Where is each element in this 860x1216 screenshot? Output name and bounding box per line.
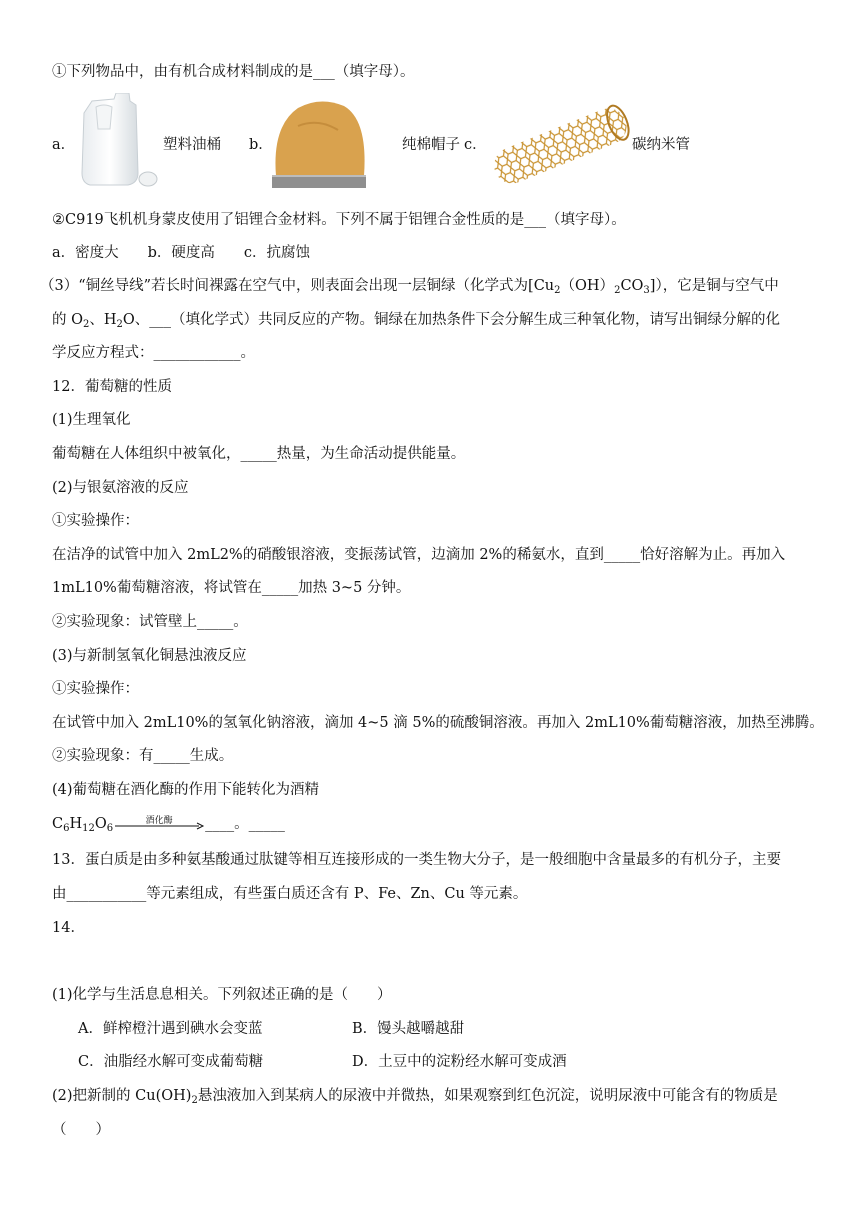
q12-part1-heading: (1)生理氧化 [52, 412, 131, 428]
reaction-arrow [113, 814, 205, 834]
item-a-label: 塑料油桶 [163, 137, 221, 153]
option-d: D．土豆中的淀粉经水解可变成酒 [352, 1054, 567, 1070]
q12-part2-phenomenon: ②实验现象：试管壁上_____。 [52, 614, 248, 630]
q-copper-green-line1: （3）“铜丝导线”若长时间裸露在空气中，则表面会出现一层铜绿（化学式为$[Cu_2(OH)_2CO_3]$），它是铜与空气中 [40, 278, 779, 296]
alloy-options: a．密度大 b．硬度高 c．抗腐蚀 [52, 245, 311, 261]
q12-part3-phenomenon: ②实验现象：有_____生成。 [52, 748, 234, 764]
fermentation-equation: $C_6H_{12}O_6$ 酒化酶 ____。_____ [52, 814, 285, 839]
q12-part3-operation: ①实验操作： [52, 681, 139, 697]
q12-part4-heading: (4)葡萄糖在酒化酶的作用下能转化为酒精 [52, 782, 320, 798]
q12-part3-text: 在试管中加入 2mL10%的氢氧化钠溶液，滴加 4~5 滴 5%的硫酸铜溶液。再加入 2mL10%葡萄糖溶液，加热至沸腾。 [52, 715, 824, 731]
q-copper-green-line2: 的 $O_2$、$H_2O$、___（填化学式）共同反应的产物。铜绿在加热条件下会分解生成三种氧化物，请写出铜绿分解的化 [52, 312, 781, 330]
arrow-label: 酒化酶 [145, 816, 173, 826]
option-b: B．馒头越嚼越甜 [352, 1021, 465, 1037]
q12-part2-text2: 1mL10%葡萄糖溶液，将试管在_____加热 3~5 分钟。 [52, 580, 411, 596]
q14-heading: 14． [52, 920, 85, 936]
item-c-letter: c． [464, 137, 487, 153]
q12-part3-heading: (3)与新制氢氧化铜悬浊液反应 [52, 648, 247, 664]
q12-part1-text: 葡萄糖在人体组织中被氧化，_____热量，为生命活动提供能量。 [52, 446, 466, 462]
q12-part2-heading: (2)与银氨溶液的反应 [52, 480, 189, 496]
q-alloy-property: ②C919飞机机身蒙皮使用了铝锂合金材料。下列不属于铝锂合金性质的是___（填字母）。 [52, 212, 626, 228]
q-copper-green-line3: 学反应方程式：____________。 [52, 345, 255, 361]
q-organic-material: ①下列物品中，由有机合成材料制成的是___（填字母）。 [52, 64, 415, 80]
item-b-letter: b． [249, 137, 273, 153]
option-a: A．鲜榨橙汁遇到碘水会变蓝 [78, 1021, 263, 1037]
item-a-letter: a． [52, 137, 76, 153]
plastic-jug-image [74, 93, 164, 191]
item-b-label: 纯棉帽子 [402, 137, 460, 153]
q13-text1: 13．蛋白质是由多种氨基酸通过肽键等相互连接形成的一类生物大分子，是一般细胞中含量最多的有机分子，主要 [52, 852, 781, 868]
q14-part2-line2: （ ） [52, 1122, 110, 1138]
q12-part2-operation: ①实验操作： [52, 513, 139, 529]
q14-part1-question: (1)化学与生活息息相关。下列叙述正确的是（ ） [52, 987, 392, 1003]
q12-heading: 12．葡萄糖的性质 [52, 379, 172, 395]
cotton-hat-image [268, 96, 372, 192]
q13-text2: 由___________等元素组成，有些蛋白质还含有 P、Fe、Zn、Cu 等元素。 [52, 886, 528, 902]
carbon-nanotube-image [486, 98, 634, 192]
q12-part2-text1: 在洁净的试管中加入 2mL2%的硝酸银溶液，变振荡试管，边滴加 2%的稀氨水，直到_____恰好溶解为止。再加入 [52, 547, 786, 563]
item-c-label: 碳纳米管 [632, 137, 690, 153]
option-c: C．油脂经水解可变成葡萄糖 [78, 1054, 264, 1070]
q14-part2-line1: (2)把新制的 $Cu(OH)_2$悬浊液加入到某病人的尿液中并微热，如果观察到红色沉淀，说明尿液中可能含有的物质是 [52, 1088, 778, 1106]
